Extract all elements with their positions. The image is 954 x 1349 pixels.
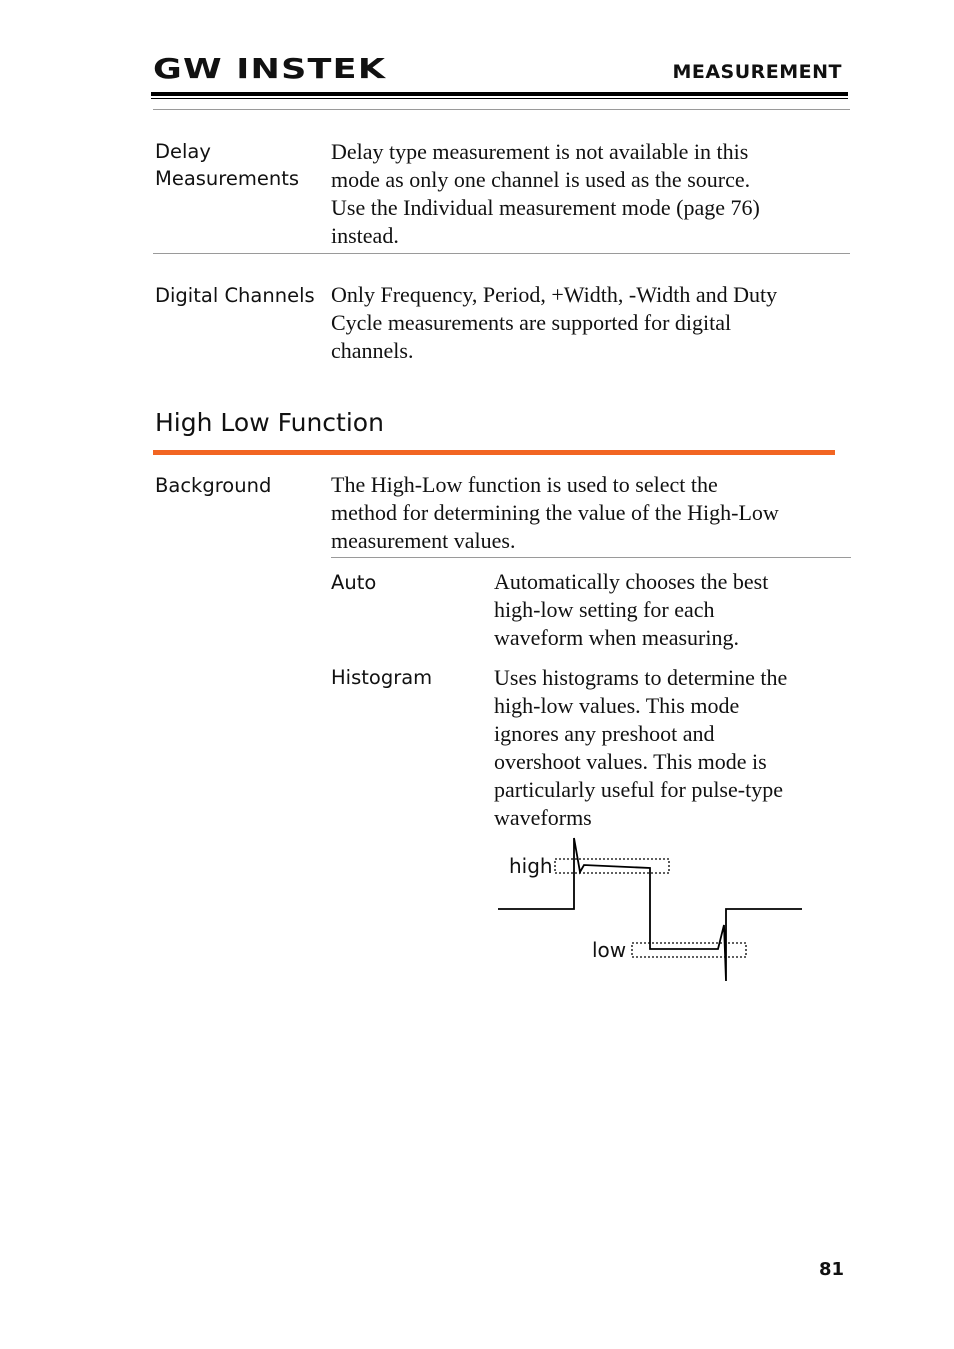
header-rule-thick xyxy=(151,92,848,96)
option-name-histogram: Histogram xyxy=(331,666,433,689)
option-text-line: Automatically chooses the best xyxy=(494,569,769,594)
low-level-label: low xyxy=(592,938,627,962)
row-text-line: Cycle measurements are supported for digital xyxy=(331,310,732,335)
row-text-line: channels. xyxy=(331,338,414,363)
background-text-line: The High-Low function is used to select the xyxy=(331,472,718,497)
row-divider xyxy=(153,253,850,254)
histogram-waveform-diagram xyxy=(490,830,820,990)
header-rule-light xyxy=(153,109,850,110)
option-text-histogram xyxy=(494,664,787,832)
option-text-line: ignores any preshoot and xyxy=(494,721,715,746)
option-text-auto xyxy=(494,568,768,652)
option-text-line: waveform when measuring. xyxy=(494,625,739,650)
background-text-line: method for determining the value of the High-Low xyxy=(331,500,779,525)
section-title: MEASUREMENT xyxy=(672,61,842,83)
row-text-delay xyxy=(331,138,760,250)
high-level-label: high xyxy=(509,854,553,878)
row-label-digital xyxy=(155,282,315,309)
row-text-line: mode as only one channel is used as the source. xyxy=(331,167,751,192)
background-label: Background xyxy=(155,474,272,497)
row-label-line: Digital Channels xyxy=(155,284,315,307)
heading-underline xyxy=(153,450,835,455)
option-name-auto: Auto xyxy=(331,571,377,594)
option-text-line: high-low setting for each xyxy=(494,597,715,622)
background-text xyxy=(331,471,779,555)
option-text-line: particularly useful for pulse-type xyxy=(494,777,783,802)
option-text-line: waveforms xyxy=(494,805,592,830)
page-number: 81 xyxy=(818,1259,844,1280)
row-text-line: instead. xyxy=(331,223,399,248)
option-text-line: high-low values. This mode xyxy=(494,693,740,718)
row-text-line: Delay type measurement is not available in this xyxy=(331,139,749,164)
background-divider xyxy=(331,557,851,558)
row-label-line: Delay xyxy=(155,140,211,163)
row-text-line: Only Frequency, Period, +Width, -Width and Duty xyxy=(331,282,778,307)
option-text-line: Uses histograms to determine the xyxy=(494,665,788,690)
row-label-delay xyxy=(155,138,299,192)
row-text-line: Use the Individual measurement mode (page 76) xyxy=(331,195,760,220)
row-label-line: Measurements xyxy=(155,167,300,190)
background-text-line: measurement values. xyxy=(331,528,516,553)
row-text-digital xyxy=(331,281,777,365)
brand-logo: GW INSTEK xyxy=(153,52,387,85)
option-text-line: overshoot values. This mode is xyxy=(494,749,767,774)
section-heading: High Low Function xyxy=(155,408,384,437)
low-histogram-box xyxy=(632,943,746,957)
header-rule-thin xyxy=(151,98,848,99)
